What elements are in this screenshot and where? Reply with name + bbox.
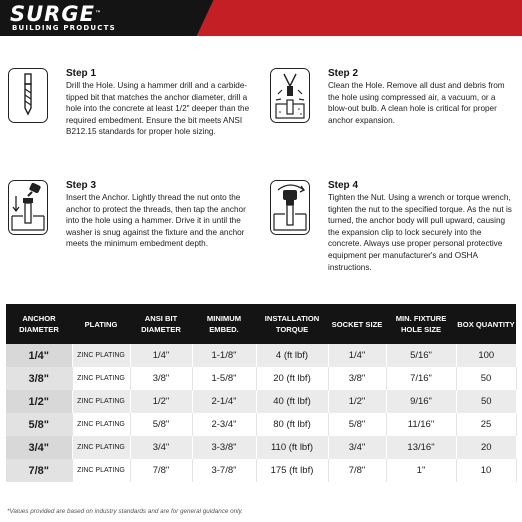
table-cell: 7/16" — [386, 367, 456, 390]
step-3-body: Insert the Anchor. Lightly thread the nut onto the anchor to protect the threads, then tap the anchor into the hole using a hammer. Drive it in until the washer is snug against the fixture and the anchor meets the minimum embedment depth. — [66, 193, 246, 249]
table-cell: 3-3/8" — [192, 436, 256, 459]
table-row — [6, 390, 516, 413]
table-cell: 3/8" — [130, 367, 192, 390]
table-row — [6, 413, 516, 436]
table-cell: 10 — [456, 459, 516, 482]
brand-tagline: BUILDING PRODUCTS — [12, 24, 116, 32]
step-3-title: Step 3 — [66, 180, 97, 191]
table-cell: ZINC PLATING — [72, 390, 130, 413]
step-4-title: Step 4 — [328, 180, 359, 191]
table-row — [6, 367, 516, 390]
column-header: PLATING — [72, 304, 130, 344]
table-cell: 40 (ft lbf) — [256, 390, 328, 413]
header-red-band — [160, 0, 522, 36]
table-cell: 11/16" — [386, 413, 456, 436]
brand-trademark: ™ — [94, 10, 102, 17]
column-header: ANCHOR DIAMETER — [6, 304, 72, 344]
table-cell: 4 (ft lbf) — [256, 344, 328, 367]
table-footnote: *Values provided are based on industry standards and are for general guidance only. — [7, 508, 243, 515]
table-cell: 20 — [456, 436, 516, 459]
table-row — [6, 344, 516, 367]
step-1-body: Drill the Hole. Using a hammer drill and a carbide-tipped bit that matches the anchor diameter, drill a hole into the concrete at least 1/2" deeper than the required embedment. Ensure the bit meets ANSI B212.15 standards for proper hole sizing. — [66, 81, 250, 137]
tighten-nut-icon — [270, 180, 312, 238]
drill-bit-icon — [8, 68, 50, 126]
table-cell: 50 — [456, 390, 516, 413]
table-cell: 3/4" — [6, 436, 72, 459]
table-cell: 50 — [456, 367, 516, 390]
table-cell: 1-1/8" — [192, 344, 256, 367]
table-cell: 5/16" — [386, 344, 456, 367]
table-cell: 2-3/4" — [192, 413, 256, 436]
table-cell: 5/8" — [130, 413, 192, 436]
table-cell: 1-5/8" — [192, 367, 256, 390]
table-cell: 175 (ft lbf) — [256, 459, 328, 482]
hole-cleaning-icon — [270, 68, 312, 126]
insert-anchor-icon — [8, 180, 50, 238]
step-4 — [270, 180, 520, 280]
step-1 — [8, 68, 258, 168]
table-cell: 3-7/8" — [192, 459, 256, 482]
table-cell: 7/8" — [6, 459, 72, 482]
table-cell: ZINC PLATING — [72, 459, 130, 482]
table-row — [6, 436, 516, 459]
table-cell: 1/4" — [130, 344, 192, 367]
table-cell: 3/8" — [328, 367, 386, 390]
brand-logo — [0, 0, 168, 36]
table-cell: 1/2" — [328, 390, 386, 413]
column-header: BOX QUANTITY — [456, 304, 516, 344]
table-cell: 5/8" — [6, 413, 72, 436]
table-cell: 1/2" — [130, 390, 192, 413]
step-4-body: Tighten the Nut. Using a wrench or torque wrench, tighten the nut to the specified torque. As the nut is turned, the anchor body will pull upward, causing the expansion clip to lock securely into the concrete. Always use proper personal protective equipment per manufacturer's and OSHA instructions. — [328, 193, 512, 272]
brand-name: SURGE — [10, 2, 95, 26]
table-cell: ZINC PLATING — [72, 367, 130, 390]
column-header: INSTALLATION TORQUE — [256, 304, 328, 344]
table-cell: 3/4" — [328, 436, 386, 459]
table-cell: ZINC PLATING — [72, 413, 130, 436]
table-cell: 13/16" — [386, 436, 456, 459]
table-cell: 3/8" — [6, 367, 72, 390]
table-cell: ZINC PLATING — [72, 344, 130, 367]
column-header: SOCKET SIZE — [328, 304, 386, 344]
step-2 — [270, 68, 520, 168]
table-cell: 110 (ft lbf) — [256, 436, 328, 459]
step-3 — [8, 180, 258, 280]
table-cell: 25 — [456, 413, 516, 436]
brand-header — [0, 0, 522, 36]
table-cell: 1/4" — [328, 344, 386, 367]
table-cell: 5/8" — [328, 413, 386, 436]
table-cell: 1" — [386, 459, 456, 482]
column-header: MIN. FIXTURE HOLE SIZE — [386, 304, 456, 344]
table-cell: 7/8" — [130, 459, 192, 482]
table-cell: 3/4" — [130, 436, 192, 459]
step-2-body: Clean the Hole. Remove all dust and debris from the hole using compressed air, a vacuum, or a blow-out bulb. A clean hole is critical for proper anchor expansion. — [328, 81, 505, 125]
table-cell: 1/2" — [6, 390, 72, 413]
step-1-title: Step 1 — [66, 68, 97, 79]
table-cell: 2-1/4" — [192, 390, 256, 413]
table-cell: 9/16" — [386, 390, 456, 413]
table-cell: 100 — [456, 344, 516, 367]
table-cell: 7/8" — [328, 459, 386, 482]
anchor-spec-table — [6, 304, 517, 482]
table-cell: 20 (ft lbf) — [256, 367, 328, 390]
table-cell: 1/4" — [6, 344, 72, 367]
table-cell: ZINC PLATING — [72, 436, 130, 459]
table-header-row — [6, 304, 516, 344]
step-2-title: Step 2 — [328, 68, 359, 79]
table-row — [6, 459, 516, 482]
column-header: ANSI BIT DIAMETER — [130, 304, 192, 344]
table-cell: 80 (ft lbf) — [256, 413, 328, 436]
column-header: MINIMUM EMBED. — [192, 304, 256, 344]
